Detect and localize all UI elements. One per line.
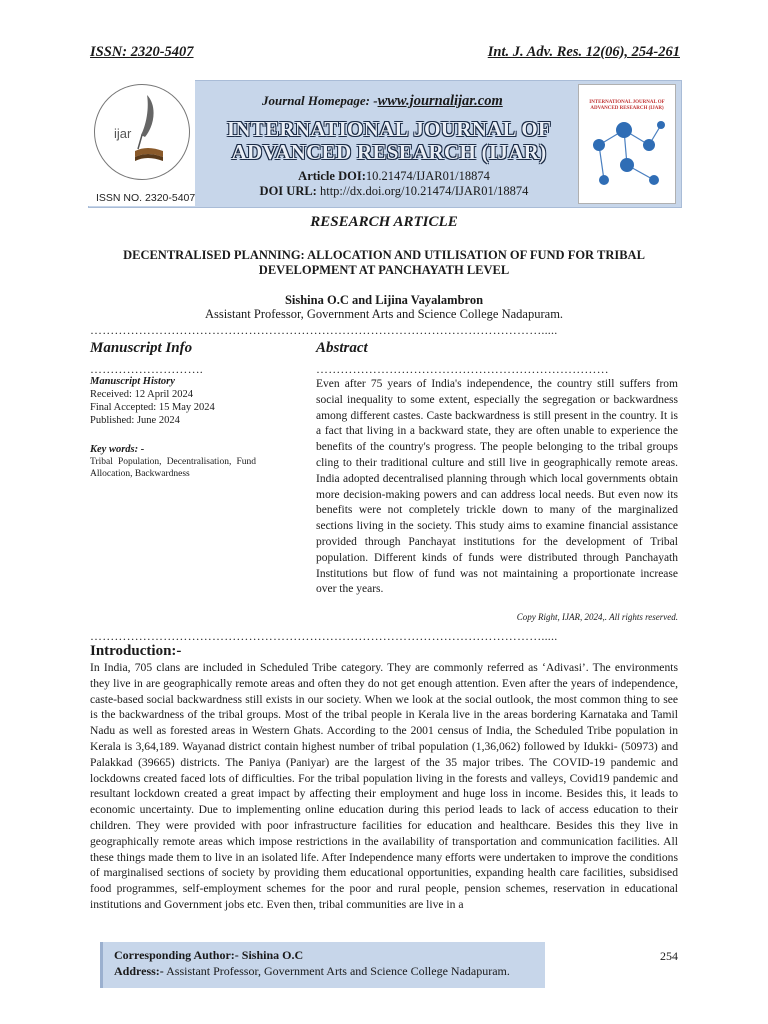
ijar-logo <box>94 84 190 180</box>
abstract-heading: Abstract <box>316 340 368 356</box>
doi-url-link[interactable]: http://dx.doi.org/10.21474/IJAR01/18874 <box>319 184 529 198</box>
separator-dots: ………………………. <box>90 362 203 376</box>
received-date: Received: 12 April 2024 <box>90 389 193 400</box>
manuscript-info-heading: Manuscript Info <box>90 340 193 356</box>
cover-title: INTERNATIONAL JOURNAL OF ADVANCED RESEARCH (IJAR) <box>589 100 665 111</box>
logo-issn: ISSN NO. 2320-5407 <box>96 192 196 204</box>
journal-homepage <box>262 93 503 110</box>
journal-title-line2: ADVANCED RESEARCH (IJAR) <box>231 140 547 164</box>
address-label: Address:- <box>114 964 164 978</box>
abstract-text: Even after 75 years of India's independence, the country still suffers from social inequality to some extent, especially the segregation or backwardness among different castes. Caste backwardness is still present in the country. It is a fact that living in a backward state, they are often unable to experience the benefits of the country's progress. The people belonging to the tribal groups cling to their traditional culture and still live in geographically remote areas. India adopted decentralised planning through which local governments obtain more decision-making powers and can address local needs. But even now its benefits were not completely trickle down to many of the marginalized sections living in the society. This study aims to examine financial assistance provided through Panchayat institutions for the development of Tribal population. Different kinds of funds were distributed through Panchayath Institutions but flow of fund was not maintaining a proportionate increase over the years. <box>316 378 678 596</box>
affiliation: Assistant Professor, Government Arts and Science College Nadapuram. <box>204 307 564 321</box>
paper-title-line1: DECENTRALISED PLANNING: ALLOCATION AND UTILISATION OF FUND FOR TRIBAL <box>123 248 645 262</box>
keywords-heading: Key words: - <box>90 444 145 455</box>
homepage-label: Journal Homepage: - <box>262 93 378 108</box>
corresponding-author: Corresponding Author:- Sishina O.C <box>114 948 304 962</box>
separator-dots: …………………………………………………………………………………………………..... <box>90 629 558 643</box>
published-date: Published: June 2024 <box>90 415 180 426</box>
accepted-date: Final Accepted: 15 May 2024 <box>90 402 215 413</box>
introduction-heading: Introduction:- <box>90 643 182 659</box>
address-text: Assistant Professor, Government Arts and Science College Nadapuram. <box>163 964 510 978</box>
authors: Sishina O.C and Lijina Vayalambron <box>284 293 484 307</box>
introduction-text: In India, 705 clans are included in Scheduled Tribe category. They are commonly referred as ‘Adivasi’. The environments they live in are geographically remote areas and often they do not get enough attention. Even after the years of independence, caste-based social backwardness still exists in our society. When we look at the social outlook, the most common thing to see is the backwardness of the tribal groups. Most of the tribal people in Kerala live in the areas bordering Karnataka and Tamil Nadu as well as forested areas in Western Ghats. According to the 2001 census of India, the Scheduled Tribe population in Kerala is 3,64,189. Wayanad district contain highest number of tribal population (1,36,062) followed by Idukki- (50973) and Palakkad (39665) districts. The Paniya (Paniyar) are the largest of the 35 major tribes. The COVID-19 pandemic and lockdowns created faced lots of difficulties. For the tribal population living in the forests and valleys, Covid19 pandemic and resultant lockdown created a great impact by affecting their employment and huge loss in income. Besides this, it leads to economic uncertainty. Due to implementing online education during this period leads to lack of access education to their children. They were provided with poor infrastructure facilities for education and healthcare. Besides this they live in geographically remote areas which impose restrictions in the availability of transportation and communication facilities. All these things made them to live in an isolated life. After Independence many efforts were undertaken to improve the conditions of marginalised sections of society by providing them educational opportunities, expanding health care facilities, subsidised food programmes, self-employment schemes for the poor and rural people, pension schemes, reservation in educational institutions and Government jobs etc. Even then, tribal communities are live in a <box>90 661 678 911</box>
doi-block <box>224 169 564 199</box>
article-type: RESEARCH ARTICLE <box>310 214 458 230</box>
separator-dots: ……………………………………………………………… <box>316 362 609 376</box>
author-address <box>114 964 510 979</box>
paper-title <box>104 248 664 278</box>
separator-dots: …………………………………………………………………………………………………..... <box>90 323 558 337</box>
journal-title <box>214 118 564 164</box>
doi-url-label: DOI URL: <box>259 184 317 198</box>
homepage-link[interactable]: www.journalijar.com <box>377 93 503 109</box>
citation-header: Int. J. Adv. Res. 12(06), 254-261 <box>487 44 680 60</box>
copyright: Copy Right, IJAR, 2024,. All rights reserved. <box>516 612 678 622</box>
quill-book-icon <box>95 85 189 179</box>
keywords: Tribal Population, Decentralisation, Fund Allocation, Backwardness <box>90 457 256 479</box>
paper-title-line2: DEVELOPMENT AT PANCHAYATH LEVEL <box>258 263 510 277</box>
issn-header: ISSN: 2320-5407 <box>90 44 194 60</box>
manuscript-history-heading: Manuscript History <box>90 376 175 387</box>
article-doi-label: Article DOI: <box>298 169 366 183</box>
page-number: 254 <box>660 949 678 963</box>
journal-title-line1: INTERNATIONAL JOURNAL OF <box>226 117 552 141</box>
article-doi: 10.21474/IJAR01/18874 <box>365 169 490 183</box>
logo-text: ijar <box>114 126 132 141</box>
